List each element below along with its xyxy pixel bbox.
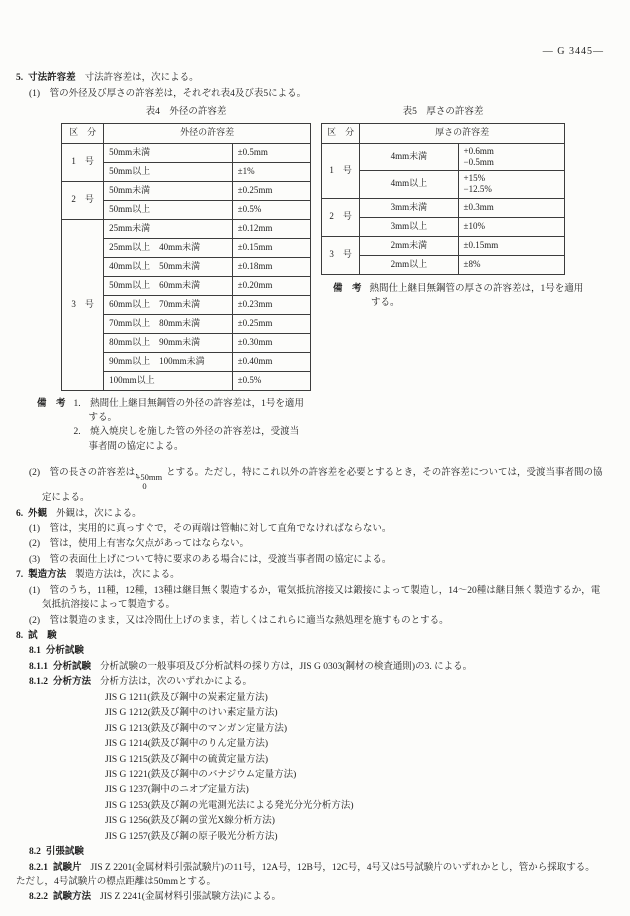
table5-note [333, 282, 585, 311]
tolerance-line: +15% [463, 173, 486, 183]
section-8-2-1-title: 試験片 [53, 862, 82, 873]
table4-range-cell: 60mm以上 70mm未満 [104, 295, 233, 314]
jis-standard-item: JIS G 1256(鉄及び鋼の蛍光X線分析方法) [105, 816, 275, 827]
table5-range-cell: 3mm未満 [360, 198, 458, 217]
table5-note-text: 熱間仕上継目無鋼管の厚さの許容差は，1号を適用する。 [369, 283, 584, 308]
section-8-2-2-text: JIS Z 2241(金属材料引張試験方法)による。 [100, 892, 282, 903]
tolerance-line: −12.5% [463, 184, 492, 195]
jis-standard-item: JIS G 1257(鉄及び鋼の原子吸光分析方法) [105, 831, 278, 842]
section-7-item: (2) 管は製造のまま，又は冷間仕上げのまま，若しくはこれらに適当な熱処理を施すものとする。 [29, 615, 449, 626]
section-5-title: 寸法許容差 [28, 73, 76, 84]
table5-column [321, 105, 584, 310]
section-8-number: 8. [16, 631, 24, 642]
table4-range-cell: 50mm以上 [104, 200, 233, 219]
section-8-1-2-text: 分析方法は，次のいずれかによる。 [100, 677, 253, 688]
section-6-item: (3) 管の表面仕上げについて特に要求のある場合には，受渡当事者間の協定による。 [29, 554, 392, 565]
table-row [62, 143, 311, 162]
section-6-number: 6. [16, 508, 24, 519]
section-8-2-2 [16, 890, 604, 904]
fraction-top: +50mm [135, 472, 163, 483]
section-8-1-1 [16, 660, 604, 674]
table5-tolerance-cell [458, 171, 564, 199]
table4-tolerance-cell: ±0.12mm [232, 219, 310, 238]
table4-tolerance-cell: ±0.40mm [232, 352, 310, 371]
table5-range-cell: 4mm以上 [360, 171, 458, 199]
section-8-2-1-number: 8.2.1 [29, 862, 48, 873]
section-8-1-1-title: 分析試験 [53, 661, 92, 672]
table5-title: 表5 厚さの許容差 [402, 107, 484, 118]
section-8-1-2-number: 8.1.2 [29, 677, 48, 688]
table5-header-tolerance: 厚さの許容差 [360, 123, 565, 143]
table-row [322, 198, 565, 217]
table5-group3-label: 3 号 [322, 236, 360, 274]
table-row [322, 236, 565, 255]
table4-range-cell: 90mm以上 100mm未満 [104, 352, 233, 371]
table4-tolerance-cell: ±0.5% [232, 371, 310, 390]
section-5-item-2 [29, 466, 604, 505]
jis-standard-item: JIS G 1237(鋼中のニオブ定量方法) [105, 785, 249, 796]
table5-group1-label: 1 号 [322, 143, 360, 198]
table5-group2-label: 2 号 [322, 198, 360, 236]
table4-tolerance-cell: ±0.20mm [232, 276, 310, 295]
table4-column [37, 105, 311, 454]
table4-outer-diameter-tolerance [61, 123, 311, 391]
table4-header-tolerance: 外径の許容差 [104, 123, 311, 143]
table5-tolerance-cell [458, 143, 564, 171]
section-7-item: (1) 管のうち，11種，12種，13種は継目無く製造するか，電気抵抗溶接又は鍛接によって製造し，14～20種は継目無く製造するか，電気抵抗溶接によって製造する。 [29, 585, 601, 611]
section-8-heading [16, 629, 604, 643]
table5-tolerance-cell [458, 255, 564, 274]
jis-standard-item: JIS G 1211(鉄及び鋼中の炭素定量方法) [105, 692, 268, 703]
section-8-1-heading [29, 644, 604, 658]
item-text-post: とする。ただし，特にこれ以外の許容差を必要とするとき，その許容差については，受渡当事者間の協定による。 [42, 468, 603, 504]
table4-range-cell: 70mm以上 80mm未満 [104, 314, 233, 333]
table4-header-kubun: 区 分 [62, 123, 104, 143]
table4-range-cell: 25mm以上 40mm未満 [104, 238, 233, 257]
table4-group2-label: 2 号 [62, 181, 104, 219]
section-8-2-number: 8.2 [29, 847, 41, 858]
table4-tolerance-cell: ±1% [232, 162, 310, 181]
jis-standard-item: JIS G 1212(鉄及び鋼中のけい素定量方法) [105, 708, 278, 719]
section-7-heading [16, 568, 604, 582]
section-8-2-title: 引張試験 [45, 847, 84, 858]
length-tolerance-fraction: +50mm 0 [135, 472, 163, 492]
tolerance-line: +0.6mm [463, 145, 494, 156]
section-6-heading [16, 507, 604, 521]
section-8-1-2-title: 分析方法 [53, 677, 92, 688]
tolerance-line: ±0.15mm [463, 239, 499, 250]
table5-thickness-tolerance [321, 123, 565, 275]
section-5-lead: 寸法許容差は，次による。 [84, 73, 199, 84]
section-8-2-1-text: JIS Z 2201(金属材料引張試験片)の11号，12A号，12B号，12C号，4号又は5号試験片のいずれかとし，管から採取する。ただし，4号試験片の標点距離は50mmとする。 [16, 862, 595, 888]
section-6-item: (2) 管は，使用上有害な欠点があってはならない。 [29, 539, 249, 550]
jis-standard-item: JIS G 1215(鉄及び鋼中の硫黄定量方法) [105, 754, 269, 765]
table4-range-cell: 50mm以上 60mm未満 [104, 276, 233, 295]
section-8-1-1-number: 8.1.1 [29, 661, 48, 672]
jis-standard-item: JIS G 1253(鉄及び鋼の光電測光法による発光分光分析方法) [105, 800, 354, 811]
table5-tolerance-cell [458, 198, 564, 217]
tolerance-line: ±8% [463, 258, 481, 269]
table4-notes-label: 備 考 [37, 398, 66, 409]
table4-range-cell: 50mm未満 [104, 181, 233, 200]
table4-tolerance-cell: ±0.23mm [232, 295, 310, 314]
table4-group1-label: 1 号 [62, 143, 104, 181]
table5-tolerance-cell [458, 217, 564, 236]
table4-range-cell: 25mm未満 [104, 219, 233, 238]
section-5-number: 5. [16, 73, 24, 84]
tolerance-line: ±0.3mm [463, 201, 494, 212]
table4-tolerance-cell: ±0.5mm [232, 143, 310, 162]
section-8-2-2-number: 8.2.2 [29, 892, 48, 903]
table4-tolerance-cell: ±0.15mm [232, 238, 310, 257]
table4-tolerance-cell: ±0.25mm [232, 314, 310, 333]
section-8-1-2 [16, 675, 604, 689]
table4-group3-label: 3 号 [62, 219, 104, 390]
table4-tolerance-cell: ±0.18mm [232, 257, 310, 276]
section-8-1-1-text: 分析試験の一般事項及び分析試料の採り方は，JIS G 0303(鋼材の検査通則)の3. による。 [100, 661, 473, 672]
jis-standard-item: JIS G 1213(鉄及び鋼中のマンガン定量方法) [105, 723, 288, 734]
table5-range-cell: 3mm以上 [360, 217, 458, 236]
jis-standard-item: JIS G 1221(鉄及び鋼中のバナジウム定量方法) [105, 769, 297, 780]
table4-note-item: 1. 熱間仕上継目無鋼管の外径の許容差は，1号を適用する。 [73, 398, 304, 423]
tables-row [16, 105, 604, 454]
section-6-lead: 外観は，次による。 [56, 508, 142, 519]
tolerance-line: −0.5mm [463, 156, 494, 167]
table5-note-label: 備 考 [333, 283, 362, 294]
table-row [62, 181, 311, 200]
section-8-1-number: 8.1 [29, 646, 41, 657]
table5-header-kubun: 区 分 [322, 123, 360, 143]
table-row [322, 143, 565, 171]
table4-range-cell: 80mm以上 90mm未満 [104, 333, 233, 352]
section-7-lead: 製造方法は，次による。 [75, 570, 180, 581]
doc-number: — G 3445— [542, 46, 604, 57]
table5-header-row [322, 123, 565, 143]
section-6-title: 外観 [28, 508, 48, 519]
jis-standard-item: JIS G 1214(鉄及び鋼中のりん定量方法) [105, 739, 269, 750]
item-text-pre: (2) 管の長さの許容差は， [29, 468, 145, 479]
table4-range-cell: 100mm以上 [104, 371, 233, 390]
table4-range-cell: 40mm以上 50mm未満 [104, 257, 233, 276]
table4-range-cell: 50mm未満 [104, 143, 233, 162]
section-6-item: (1) 管は，実用的に真っすぐで，その両端は管軸に対して直角でなければならない。 [29, 523, 392, 534]
table-row [62, 219, 311, 238]
table5-range-cell: 2mm未満 [360, 236, 458, 255]
table4-notes-list [74, 397, 306, 455]
section-8-1-title: 分析試験 [45, 646, 84, 657]
table5-range-cell: 2mm以上 [360, 255, 458, 274]
table4-notes [37, 397, 311, 455]
table4-note-item: 2. 焼入焼戻しを施した管の外径の許容差は，受渡当事者間の協定による。 [73, 427, 300, 452]
table4-tolerance-cell: ±0.30mm [232, 333, 310, 352]
table4-tolerance-cell: ±0.25mm [232, 181, 310, 200]
section-5-heading [16, 71, 604, 85]
table4-tolerance-cell: ±0.5% [232, 200, 310, 219]
tolerance-line: ±10% [463, 220, 485, 231]
section-7-number: 7. [16, 570, 24, 581]
table5-range-cell: 4mm未満 [360, 143, 458, 171]
section-8-2-2-title: 試験方法 [53, 892, 92, 903]
section-5-item-1: (1) 管の外径及び厚さの許容差は，それぞれ表4及び表5による。 [29, 88, 307, 99]
table4-range-cell: 50mm以上 [104, 162, 233, 181]
section-8-2-1 [16, 861, 604, 890]
table4-header-row [62, 123, 311, 143]
table4-title: 表4 外径の許容差 [145, 107, 227, 118]
section-8-2-heading [29, 845, 604, 859]
section-8-title: 試 験 [28, 631, 57, 642]
section-7-title: 製造方法 [28, 570, 67, 581]
table5-tolerance-cell [458, 236, 564, 255]
